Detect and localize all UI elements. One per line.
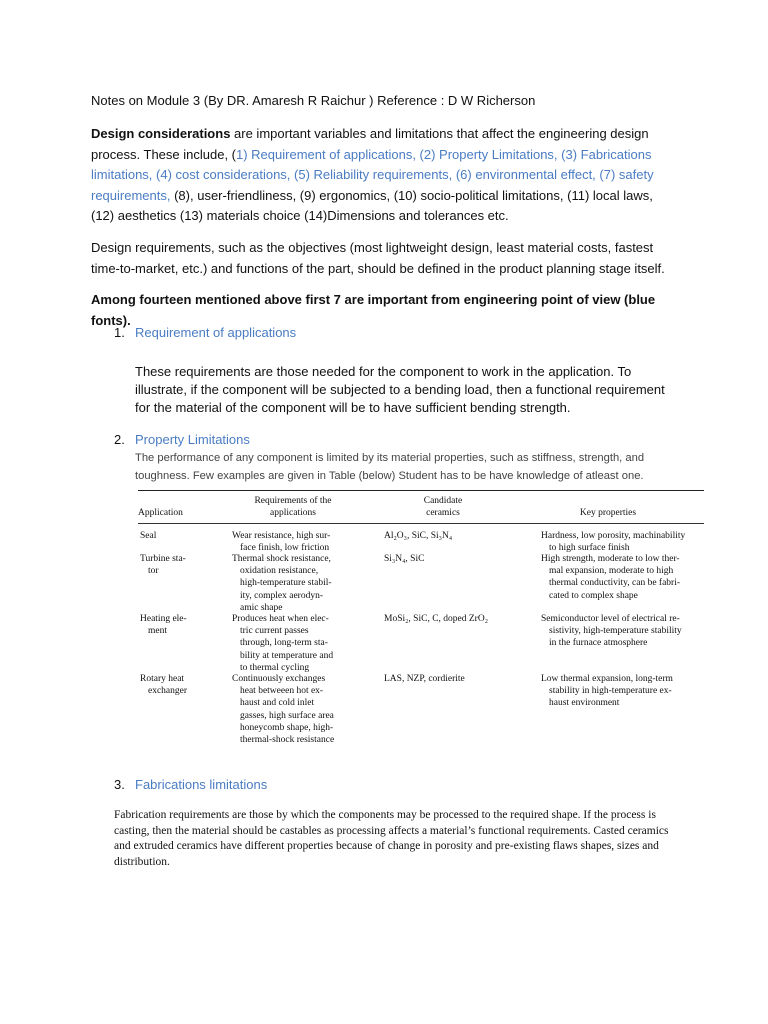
row-2-application-line-2: tor — [148, 566, 159, 577]
row-4-prop-line-2: stability in high-temperature ex- — [549, 686, 672, 697]
row-3-requirements — [232, 613, 372, 674]
row-4-properties — [541, 673, 706, 710]
row-1-ceramics: Al₂O₃, SiC, Si₃N₄ — [384, 531, 453, 541]
section-2-number: 2. — [114, 432, 125, 447]
row-3-properties — [541, 613, 706, 650]
row-3-application-line-1: Heating ele- — [140, 614, 187, 624]
table-header-requirements: Requirements of the applications — [254, 496, 332, 518]
row-2-prop-line-1: High strength, moderate to low ther- — [541, 554, 680, 564]
section-3-title: Fabrications limitations — [135, 777, 268, 792]
intro-paragraph — [91, 124, 676, 227]
row-1-requirements — [232, 530, 372, 554]
intro-text-2: (8), user-friendliness, (9) ergonomics, (10) socio-political limitations, (11) local laws, (12) aesthetics (13) materials choice (14)Dimensions and tolerances etc. — [91, 187, 653, 223]
document-header: Notes on Module 3 (By DR. Amaresh R Raichur ) Reference : D W Richerson — [91, 93, 536, 108]
row-4-req-line-2: heat betweeen hot ex- — [240, 686, 324, 697]
row-3-prop-line-3: in the furnace atmosphere — [549, 638, 648, 649]
row-2-application — [140, 553, 210, 577]
intro-blue-items: 1) Requirement of applications, (2) Property Limitations, (3) Fabrications limitations, (4) cost considerations, (5) Reliability requirements, (6) environmental effect, (7) safety requirements, — [91, 146, 654, 203]
section-1-text: These requirements are those needed for the component to work in the application. To illustrate, if the component will be subjected to a bending load, then a functional requirement for the material of the component will be to have sufficient bending strength. — [135, 364, 665, 415]
row-4-requirements — [232, 673, 372, 746]
row-4-ceramics: LAS, NZP, cordierite — [384, 674, 465, 684]
row-2-req-line-5: amic shape — [240, 602, 283, 613]
row-2-properties — [541, 553, 706, 602]
row-2-application-line-1: Turbine sta- — [140, 554, 186, 564]
table-header-ceramics: Candidate ceramics — [423, 496, 463, 518]
section-3-number: 3. — [114, 777, 125, 792]
design-requirements-paragraph: Design requirements, such as the objectives (most lightweight design, least material costs, fastest time-to-market, etc.) and functions of the part, should be defined in the product planning stage itself. — [91, 240, 665, 276]
row-1-application — [140, 530, 210, 542]
row-1-properties — [541, 530, 706, 554]
row-1-req-line-1: Wear resistance, high sur- — [232, 531, 331, 541]
row-2-req-line-3: high-temperature stabil- — [240, 578, 332, 589]
row-3-prop-line-2: sistivity, high-temperature stability — [549, 626, 682, 637]
ceramics-applications-table — [138, 490, 704, 746]
row-2-prop-line-2: mal expansion, moderate to high — [549, 566, 674, 577]
row-2-requirements — [232, 553, 372, 614]
among-period: . — [127, 312, 131, 328]
row-3-prop-line-1: Semiconductor level of electrical re- — [541, 614, 680, 624]
row-4-req-line-1: Continuously exchanges — [232, 674, 326, 684]
row-3-req-line-5: to thermal cycling — [240, 662, 310, 673]
row-4-application — [140, 673, 210, 697]
row-3-req-line-2: tric current passes — [240, 626, 309, 637]
row-4-prop-line-3: haust environment — [549, 698, 620, 709]
row-2-prop-line-4: cated to complex shape — [549, 590, 638, 601]
row-3-ceramics: MoSi₂, SiC, C, doped ZrO₂ — [384, 614, 489, 624]
row-2-req-line-1: Thermal shock resistance, — [232, 554, 331, 564]
row-3-application-line-2: ment — [148, 626, 167, 637]
section-2-title: Property Limitations — [135, 432, 250, 447]
row-3-application — [140, 613, 210, 637]
among-text: Among fourteen mentioned above first 7 are important from engineering point of view (blue fonts) — [91, 292, 656, 328]
row-4-req-line-5: honeycomb shape, high- — [240, 722, 334, 733]
row-1-prop-line-1: Hardness, low porosity, machinability — [541, 531, 686, 541]
row-4-req-line-6: thermal-shock resistance — [240, 735, 335, 746]
table-header-key-properties: Key properties — [579, 508, 637, 518]
table-header-application: Application — [138, 508, 183, 518]
section-2-text: The performance of any component is limited by its material properties, such as stiffness, strength, and toughness. Few examples are given in Table (below) Student has to be have knowledge of atleast one. — [135, 452, 645, 482]
intro-text-1: are important variables and limitations that affect the engineering design process. These include, ( — [91, 126, 649, 162]
row-2-req-line-2: oxidation resistance, — [240, 566, 319, 577]
row-4-application-line-2: exchanger — [148, 686, 188, 697]
row-4-req-line-4: gasses, high surface area — [240, 710, 334, 721]
row-2-req-line-4: ity, complex aerodyn- — [240, 590, 324, 601]
section-1-number: 1. — [114, 325, 125, 340]
row-4-req-line-3: haust and cold inlet — [240, 698, 315, 709]
intro-bold-term: Design considerations — [91, 126, 231, 141]
table-top-rule — [138, 490, 704, 491]
row-4-application-line-1: Rotary heat — [140, 674, 185, 684]
row-2-ceramics: Si₃N₄, SiC — [384, 554, 425, 564]
row-4-prop-line-1: Low thermal expansion, long-term — [541, 674, 673, 684]
section-3-text: Fabrication requirements are those by which the components may be processed to the required shape. If the process is casting, then the material should be castables as processing affects a material’s functional requirements. Casted ceramics and extruded ceramics have different properties because of change in porosity and pre-existing flaws shapes, sizes and distribution. — [114, 809, 669, 868]
row-1-req-line-2: face finish, low friction — [240, 543, 330, 554]
row-1-prop-line-2: to high surface finish — [549, 543, 630, 554]
table-header-rule — [138, 523, 704, 524]
row-1-application-line-1: Seal — [140, 531, 157, 541]
row-2-prop-line-3: thermal conductivity, can be fabri- — [549, 578, 681, 589]
section-1-title: Requirement of applications — [135, 325, 297, 340]
row-3-req-line-1: Produces heat when elec- — [232, 614, 329, 624]
row-3-req-line-4: bility at temperature and — [240, 650, 334, 661]
row-3-req-line-3: through, long-term sta- — [240, 638, 328, 649]
